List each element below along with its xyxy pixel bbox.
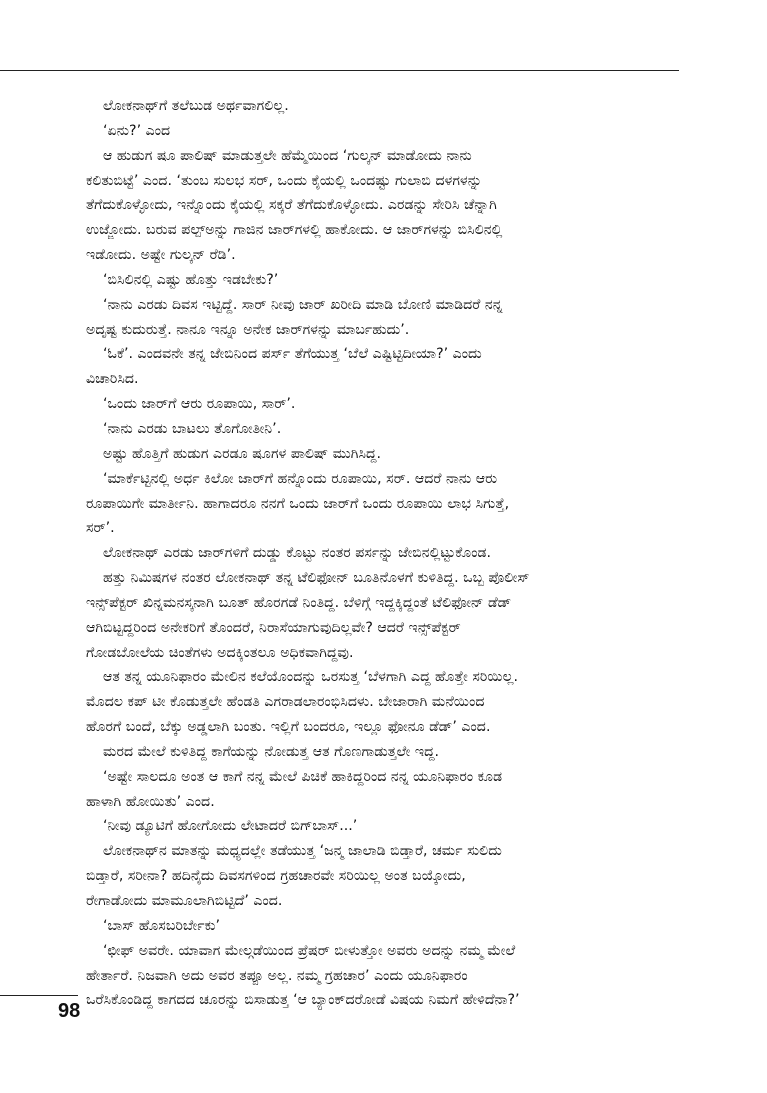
- text-line: ಬಿಡ್ತಾರೆ, ಸರೀನಾ? ಹದಿನೈದು ದಿವಸಗಳಿಂದ ಗ್ರಹಚಾರವೇ ಸರಿಯಿಲ್ಲ ಅಂತ ಬಯ್ಕೋದು,: [86, 868, 466, 885]
- text-line: ಕಲಿತುಬಿಟ್ಟೆ’ ಎಂದ. ‘ತುಂಬ ಸುಲಭ ಸರ್, ಒಂದು ಕೈಯಲ್ಲಿ ಒಂದಷ್ಟು ಗುಲಾಬಿ ದಳಗಳನ್ನು: [86, 172, 483, 189]
- text-line: ‘ಬಿಸಿಲಿನಲ್ಲಿ ಎಷ್ಟು ಹೊತ್ತು ಇಡಬೇಕು?’: [103, 271, 279, 288]
- page-number: 98: [58, 1000, 81, 1022]
- text-line: ಆಗಿಬಿಟ್ಟದ್ದರಿಂದ ಅನೇಕರಿಗೆ ತೊಂದರೆ, ನಿರಾಸೆಯಾಗುವುದಿಲ್ಲವೇ? ಆದರೆ ಇನ್ಸ್‌ಪೆಕ್ಟರ್: [86, 619, 461, 636]
- text-line: ‘ನೀವು ಡ್ಯೂಟಿಗೆ ಹೋಗೋದು ಲೇಟಾದರೆ ಬಿಗ್‌ಬಾಸ್...’: [103, 818, 358, 835]
- text-line: ‘ಮಾರ್ಕೆಟ್ಟಿನಲ್ಲಿ ಅರ್ಧ ಕಿಲೋ ಜಾರ್‌ಗೆ ಹನ್ನೊಂದು ರೂಪಾಯಿ, ಸರ್. ಆದರೆ ನಾನು ಆರು: [103, 470, 498, 487]
- text-line: ಆತ ತನ್ನ ಯೂನಿಫಾರಂ ಮೇಲಿನ ಕಲೆಯೊಂದನ್ನು ಒರಸುತ್ತ ‘ಬೆಳಗಾಗಿ ಎದ್ದ ಹೊತ್ತೇ ಸರಿಯಿಲ್ಲ.: [103, 669, 519, 686]
- text-line: ‘ಬಾಸ್ ಹೊಸಬರಿರ್ಬೇಕು’: [103, 917, 221, 934]
- text-line: ‘ನಾನು ಎರಡು ದಿವಸ ಇಟ್ಟಿದ್ದೆ. ಸಾರ್ ನೀವು ಜಾರ್ ಖರೀದಿ ಮಾಡಿ ಬೋಣಿ ಮಾಡಿದರೆ ನನ್ನ: [103, 296, 503, 313]
- text-line: ರೇಗಾಡೋದು ಮಾಮೂಲಾಗಿಬಿಟ್ಟಿದೆ’ ಎಂದ.: [86, 893, 283, 909]
- text-line: ‘ಏನು?’ ಎಂದ: [103, 122, 171, 139]
- text-line: ‘ಒಂದು ಜಾರ್‌ಗೆ ಆರು ರೂಪಾಯಿ, ಸಾರ್’.: [103, 396, 296, 413]
- text-line: ‘ಓಕೆ’. ಎಂದವನೇ ತನ್ನ ಜೇಬಿನಿಂದ ಪರ್ಸ್ ತೆಗೆಯುತ್ತ ‘ಬೆಲೆ ಎಷ್ಟಿಟ್ಟಿದೀಯಾ?’ ಎಂದು: [103, 346, 482, 363]
- text-line: ಮರದ ಮೇಲೆ ಕುಳಿತಿದ್ದ ಕಾಗೆಯನ್ನು ನೋಡುತ್ತ ಆತ ಗೊಣಗಾಡುತ್ತಲೇ ಇದ್ದ.: [103, 743, 440, 760]
- text-line: ಮೊದಲ ಕಪ್ ಟೀ ಕೊಡುತ್ತಲೇ ಹೆಂಡತಿ ಎಗರಾಡಲಾರಂಭಿಸಿದಳು. ಬೇಜಾರಾಗಿ ಮನೆಯಿಂದ: [86, 694, 485, 711]
- text-line: ಲೋಕನಾಥ್‌ನ ಮಾತನ್ನು ಮಧ್ಯದಲ್ಲೇ ತಡೆಯುತ್ತ ‘ಜನ್ಮ ಜಾಲಾಡಿ ಬಿಡ್ತಾರೆ, ಚರ್ಮ ಸುಲಿದು: [103, 843, 502, 860]
- text-line: ಆ ಹುಡುಗ ಷೂ ಪಾಲಿಷ್ ಮಾಡುತ್ತಲೇ ಹೆಮ್ಮೆಯಿಂದ ‘ಗುಲ್ಕನ್ ಮಾಡೋದು ನಾನು: [103, 147, 472, 164]
- text-line: ಗೋಡಬೋಲೆಯ ಚಿಂತೆಗಳು ಅದಕ್ಕಿಂತಲೂ ಅಧಿಕವಾಗಿದ್ದವು.: [86, 644, 354, 661]
- text-line: ಹಾಳಾಗಿ ಹೋಯಿತು’ ಎಂದ.: [86, 793, 215, 810]
- text-line: ‘ಅಷ್ಟೇ ಸಾಲದೂ ಅಂತ ಆ ಕಾಗೆ ನನ್ನ ಮೇಲೆ ಪಿಚಿಕೆ ಹಾಕಿದ್ದರಿಂದ ನನ್ನ ಯೂನಿಫಾರಂ ಕೂಡ: [103, 768, 503, 785]
- text-line: ತೆಗೆದುಕೊಳ್ಳೋದು, ಇನ್ನೊಂದು ಕೈಯಲ್ಲಿ ಸಕ್ಕರೆ ತೆಗೆದುಕೊಳ್ಳೋದು. ಎರಡನ್ನು ಸೇರಿಸಿ ಚೆನ್ನಾಗಿ: [86, 197, 497, 214]
- text-line: ರೂಪಾಯಿಗೇ ಮಾರ್ತೀನಿ. ಹಾಗಾದರೂ ನನಗೆ ಒಂದು ಜಾರ್‌ಗೆ ಒಂದು ರೂಪಾಯಿ ಲಾಭ ಸಿಗುತ್ತೆ,: [86, 495, 510, 512]
- footer-rule: [0, 995, 78, 996]
- text-line: ಹೊರಗೆ ಬಂದೆ, ಬೆಕ್ಕು ಅಡ್ಡಲಾಗಿ ಬಂತು. ಇಲ್ಲಿಗೆ ಬಂದರೂ, ಇಲ್ಲೂ ಫೋನೂ ಡೆಡ್’ ಎಂದ.: [86, 719, 491, 736]
- text-line: ಒರೆಸಿಕೊಂಡಿದ್ದ ಕಾಗದದ ಚೂರನ್ನು ಬಿಸಾಡುತ್ತ ‘ಆ ಬ್ಯಾಂಕ್‌ದರೋಡೆ ವಿಷಯ ನಿಮಗೆ ಹೇಳಿದೆನಾ?’: [86, 992, 520, 1009]
- text-line: ಇಡೋದು. ಅಷ್ಟೇ ಗುಲ್ಕನ್ ರೆಡಿ’.: [86, 247, 236, 264]
- text-line: ಹತ್ತು ನಿಮಿಷಗಳ ನಂತರ ಲೋಕನಾಥ್ ತನ್ನ ಟೆಲಿಫೋನ್ ಬೂತಿನೊಳಗೆ ಕುಳಿತಿದ್ದ. ಒಬ್ಬ ಪೊಲೀಸ್: [103, 570, 530, 587]
- header-rule: [0, 70, 679, 71]
- page-body-text: [86, 94, 672, 1013]
- text-line: ಲೋಕನಾಥ್ ಎರಡು ಜಾರ್‌ಗಳಿಗೆ ದುಡ್ಡು ಕೊಟ್ಟು ನಂತರ ಪರ್ಸನ್ನು ಜೇಬಿನಲ್ಲಿಟ್ಟುಕೊಂಡ.: [103, 545, 492, 562]
- text-line: ಅಷ್ಟು ಹೊತ್ತಿಗೆ ಹುಡುಗ ಎರಡೂ ಷೂಗಳ ಪಾಲಿಷ್ ಮುಗಿಸಿದ್ದ.: [103, 445, 382, 462]
- text-line: ಉಜ್ಜೋದು. ಬರುವ ಪಲ್ಪ್‌ಅನ್ನು ಗಾಜಿನ ಜಾರ್‌ಗಳಲ್ಲಿ ಹಾಕೋದು. ಆ ಜಾರ್‌ಗಳನ್ನು ಬಿಸಿಲಿನಲ್ಲಿ: [86, 222, 503, 239]
- text-line: ಲೋಕನಾಥ್‌ಗೆ ತಲೆಬುಡ ಅರ್ಥವಾಗಲಿಲ್ಲ.: [103, 98, 289, 114]
- text-line: ವಿಚಾರಿಸಿದ.: [86, 371, 139, 388]
- text-line: ಇನ್ಸ್‌ಪೆಕ್ಟರ್ ಖಿನ್ನಮನಸ್ಕನಾಗಿ ಬೂತ್ ಹೊರಗಡೆ ನಿಂತಿದ್ದ. ಬೆಳಿಗ್ಗೆ ಇದ್ದಕ್ಕಿದ್ದಂತೆ ಟೆಲಿಫೋನ್ ಡೆಡ್: [86, 594, 512, 611]
- text-line: ಅದೃಷ್ಟ ಕುದುರುತ್ತೆ. ನಾನೂ ಇನ್ನೂ ಅನೇಕ ಜಾರ್‌ಗಳನ್ನು ಮಾರ್ಬಹುದು’.: [86, 321, 410, 338]
- text-line: ಹೇರ್ತಾರೆ. ನಿಜವಾಗಿ ಅದು ಅವರ ತಪ್ಪೂ ಅಲ್ಲ. ನಮ್ಮ ಗ್ರಹಚಾರ’ ಎಂದು ಯೂನಿಫಾರಂ: [86, 967, 468, 984]
- text-line: ‘ಛೀಫ್ ಅವರೇ. ಯಾವಾಗ ಮೇಲ್ಗಡೆಯಿಂದ ಪ್ರೆಷರ್ ಬೀಳುತ್ತೋ ಅವರು ಅದನ್ನು ನಮ್ಮ ಮೇಲೆ: [103, 942, 516, 959]
- text-line: ‘ನಾನು ಎರಡು ಬಾಟಲು ತೊಗೋತೀನಿ’.: [103, 420, 282, 437]
- text-line: ಸರ್’.: [86, 520, 115, 537]
